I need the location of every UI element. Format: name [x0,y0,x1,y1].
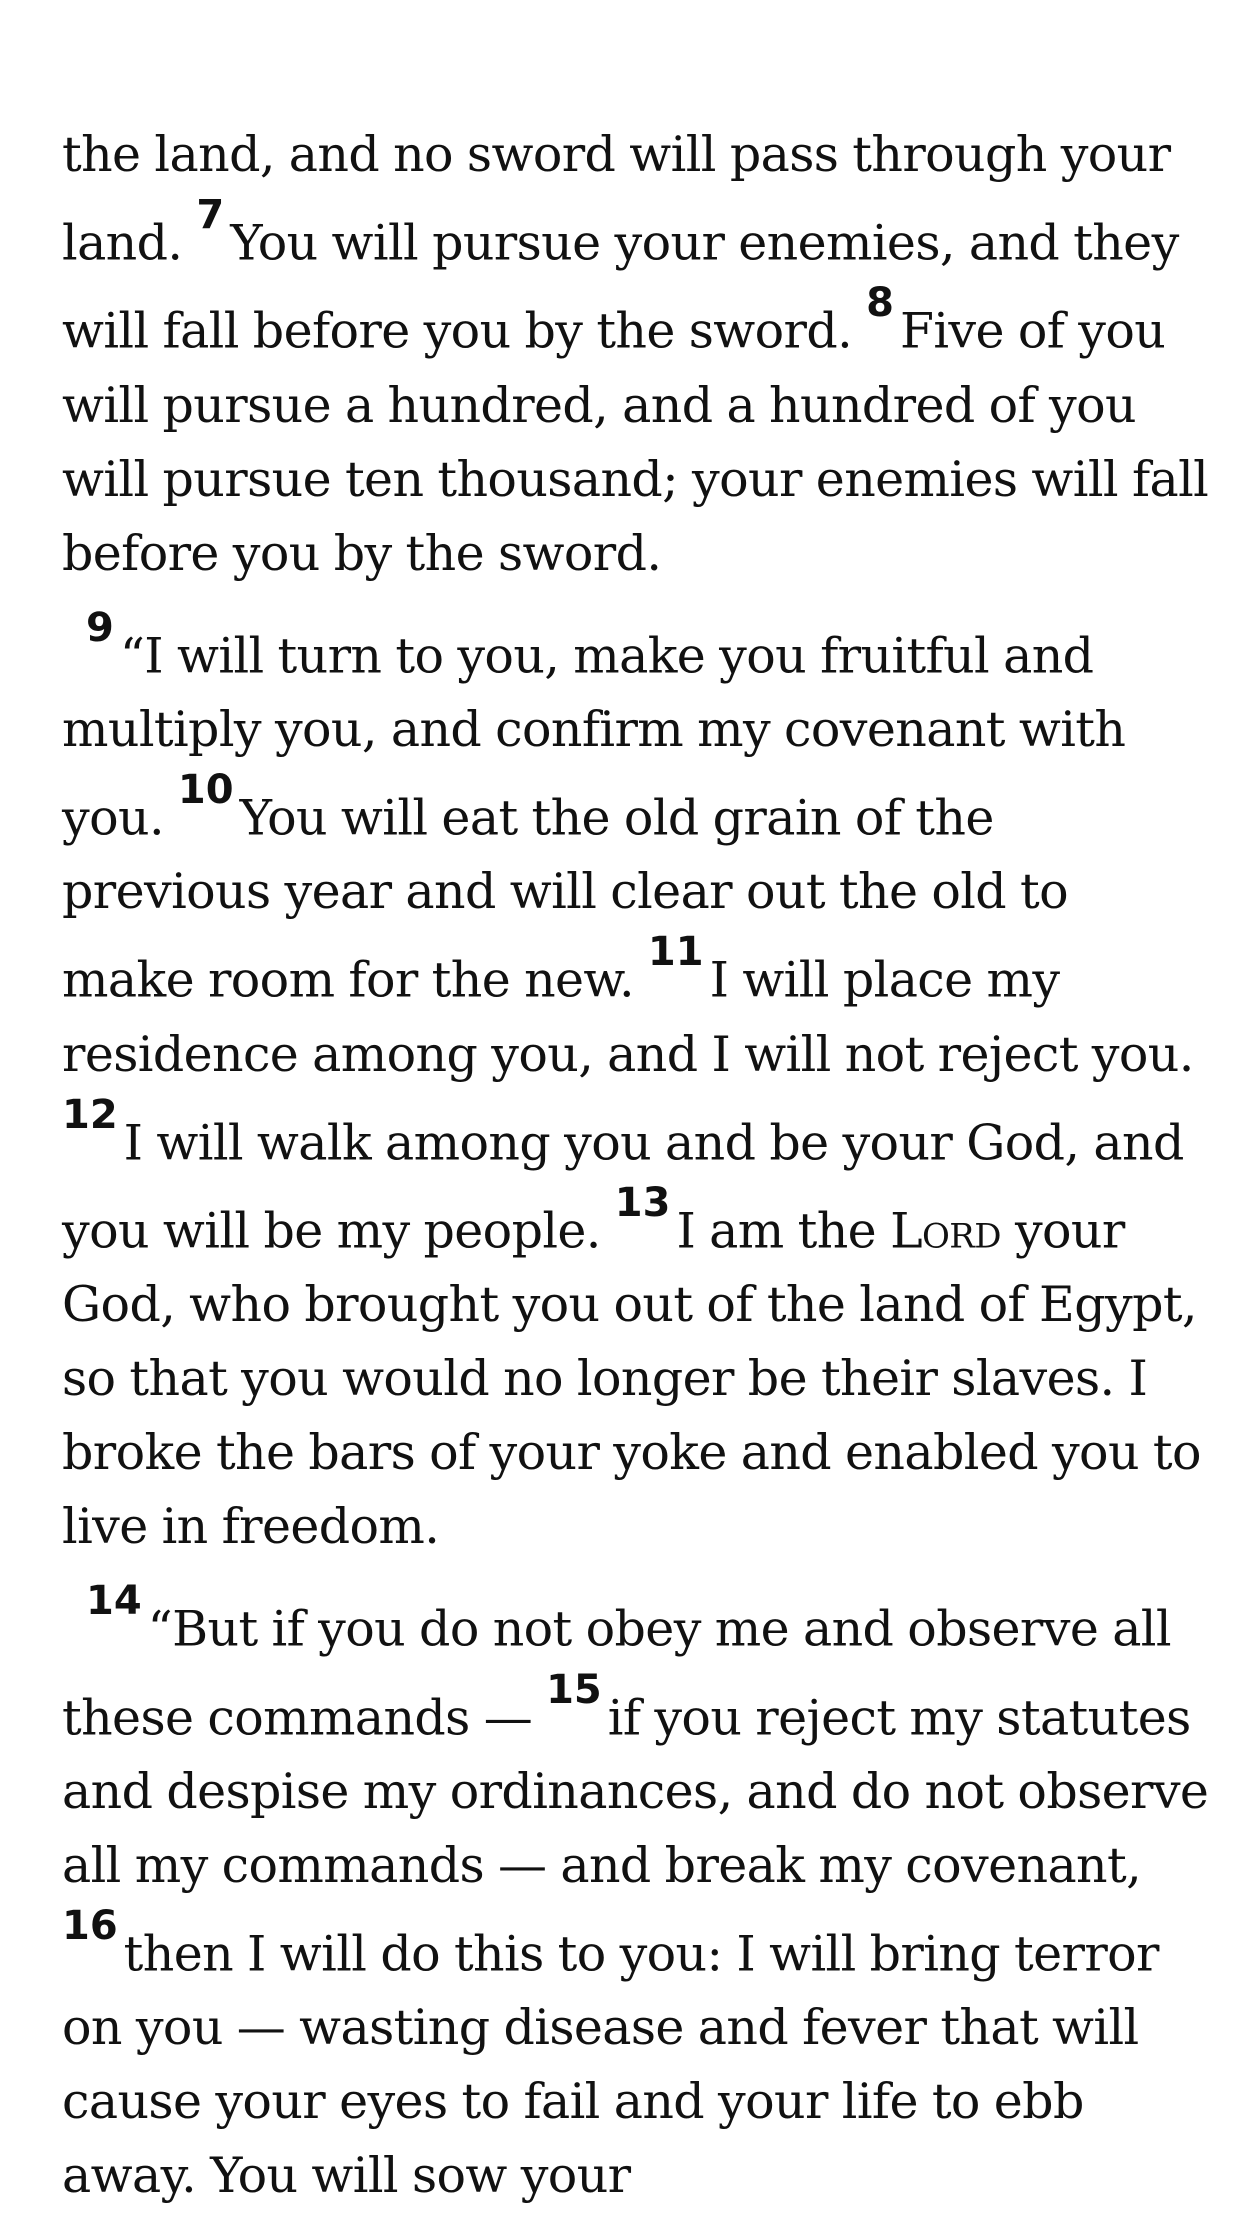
verse-text: then I will do this to you: I will bring terror on you — wasting disease and fever that will cause your eyes to fail and your life to ebb away. You will sow your [62,1925,1159,2205]
verse-number-9[interactable]: 9 [86,604,114,651]
verse-number-14[interactable]: 14 [86,1578,142,1625]
verse-text: the land, and no sword will pass through your land. [62,126,1171,272]
verse-number-10[interactable]: 10 [177,766,234,813]
verse-text: You will pursue your enemies, and they will fall before you by the sword. [62,214,1179,360]
verse-text: Five of you will pursue a hundred, and a hundred of you will pursue ten thousand; your enemies will fall before you by the sword. [62,302,1209,582]
verse-text: “But if you do not obey me and observe all these commands — [62,1600,1171,1746]
verse-number-7[interactable]: 7 [196,192,225,238]
verse-text: You will eat the old grain of the previous year and will clear out the old to make room for the new. [62,789,1069,1009]
verse-text: I am the [676,1202,877,1260]
paragraph-2 [62,605,1212,1565]
verse-text: I will place my residence among you, and I will not reject you. [62,951,1194,1083]
verse-number-11[interactable]: 11 [647,929,704,976]
verse-text: “I will turn to you, make you fruitful and multiply you, and confirm my covenant with you. [62,626,1126,847]
paragraph-3 [62,1578,1212,2213]
verse-text: if you reject my statutes and despise my ordinances, and do not observe all my commands — and break my covenant, [62,1688,1209,1894]
verse-text: your God, who brought you out of the land of Egypt, so that you would no longer be their slaves. I broke the bars of your yoke and enabled you to live in freedom. [62,1202,1201,1556]
verse-number-15[interactable]: 15 [546,1666,602,1713]
divine-name: Lord [890,1202,1001,1260]
scripture-text [62,118,1212,2213]
verse-number-13[interactable]: 13 [614,1179,671,1226]
verse-number-8[interactable]: 8 [866,280,894,327]
verse-number-12[interactable]: 12 [62,1091,118,1138]
verse-number-16[interactable]: 16 [62,1902,118,1949]
paragraph-1 [62,118,1212,591]
verse-text: I will walk among you and be your God, and you will be my people. [62,1113,1184,1260]
